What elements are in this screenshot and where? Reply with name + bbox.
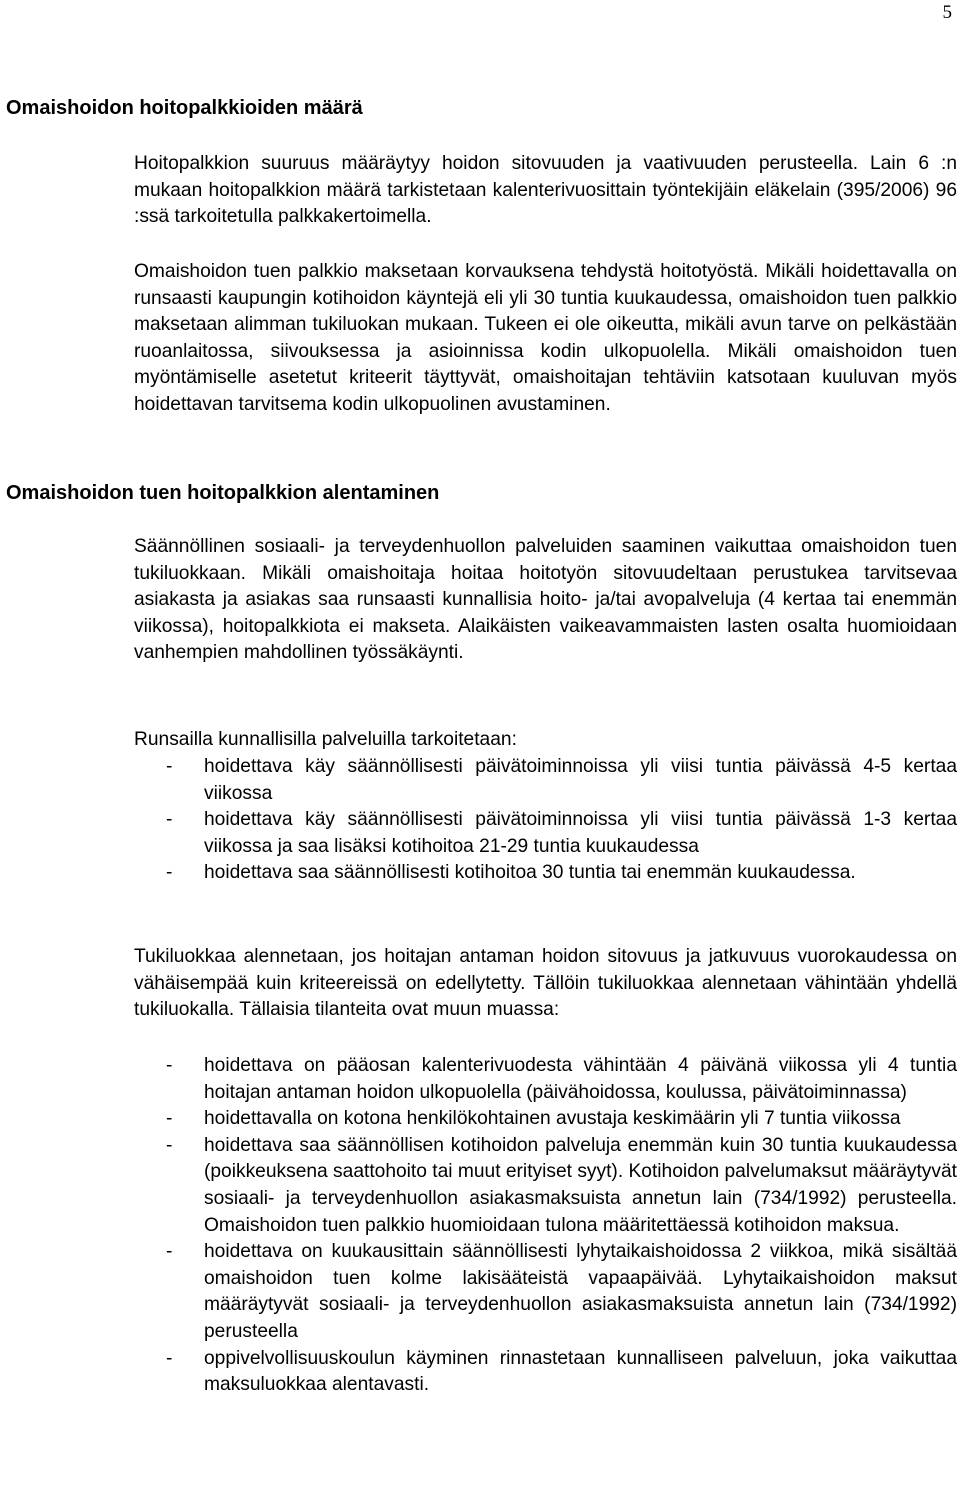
- list-item: - hoidettava saa säännöllisesti kotihoitoa 30 tuntia tai enemmän kuukaudessa.: [134, 860, 957, 887]
- paragraph-palkkio-korvauksena: Omaishoidon tuen palkkio maksetaan korvauksena tehdystä hoitotyöstä. Mikäli hoidettavalla on runsaasti kaupungin kotihoidon käyntejä eli yli 30 tuntia kuukaudessa, omaishoidon tuen palkkio maksetaan alimman tukiluokan mukaan. Tukeen ei ole oikeutta, mikäli avun tarve on pelkästään ruoanlaitossa, siivouksessa ja asioinnissa kodin ulkopuolella. Mikäli omaishoidon tuen myöntämiselle asetetut kriteerit täyttyvät, omaishoitajan tehtäviin katsotaan kuuluvan myös hoidettavan tarvitsema kodin ulkopuolinen avustaminen.: [134, 261, 957, 415]
- paragraph-tukiluokan-alentaminen: Tukiluokkaa alennetaan, jos hoitajan antaman hoidon sitovuus ja jatkuvuus vuorokaudessa on vähäisempää kuin kriteereissä on edellytetty. Tällöin tukiluokkaa alennetaan vähintään yhdellä tukiluokalla. Tällaisia tilanteita ovat muun muassa:: [134, 946, 957, 1021]
- section-heading-hoitopalkkioiden-maara: Omaishoidon hoitopalkkioiden määrä: [6, 97, 363, 119]
- section-heading-hoitopalkkion-alentaminen: Omaishoidon tuen hoitopalkkion alentaminen: [6, 482, 440, 504]
- list-item: - oppivelvollisuuskoulun käyminen rinnastetaan kunnalliseen palveluun, joka vaikuttaa maksuluokkaa alentavasti.: [134, 1346, 957, 1399]
- paragraph-saannollinen-palvelu: Säännöllinen sosiaali- ja terveydenhuollon palveluiden saaminen vaikuttaa omaishoidon tuen tukiluokkaan. Mikäli omaishoitaja hoitaa hoitotyön sitovuudeltaan perustukea tarvitsevaa asiakasta ja asiakas saa runsaasti kunnallisia hoito- ja/tai avopalveluja (4 kertaa tai enemmän viikossa), hoitopalkkiota ei makseta. Alaikäisten vaikeavammaisten lasten osalta huomioidaan vanhempien mahdollinen työssäkäynti.: [134, 536, 957, 664]
- list-intro-runsailla-palveluilla: Runsailla kunnallisilla palveluilla tarkoitetaan:: [134, 729, 517, 750]
- list-alentamistilanteet: [134, 1053, 957, 1399]
- list-item: - hoidettava käy säännöllisesti päivätoiminnoissa yli viisi tuntia päivässä 1-3 kertaa viikossa ja saa lisäksi kotihoitoa 21-29 tuntia kuukaudessa: [134, 807, 957, 860]
- list-item: - hoidettava on kuukausittain säännöllisesti lyhytaikaishoidossa 2 viikkoa, mikä sisältää omaishoidon tuen kolme lakisääteistä vapaapäivää. Lyhytaikaishoidon maksut määräytyvät sosiaali- ja terveydenhuollon asiakasmaksuista annetun lain (734/1992) perusteella: [134, 1239, 957, 1345]
- list-item: - hoidettavalla on kotona henkilökohtainen avustaja keskimäärin yli 7 tuntia viikossa: [134, 1106, 957, 1133]
- paragraph-hoitopalkkion-suuruus: Hoitopalkkion suuruus määräytyy hoidon sitovuuden ja vaativuuden perusteella. Lain 6 :n mukaan hoitopalkkion määrä tarkistetaan kalenterivuosittain työntekijäin eläkelain (395/2006) 96 :ssä tarkoitetulla palkkakertoimella.: [134, 153, 957, 228]
- list-item: - hoidettava käy säännöllisesti päivätoiminnoissa yli viisi tuntia päivässä 4-5 kertaa viikossa: [134, 754, 957, 807]
- list-item: - hoidettava saa säännöllisen kotihoidon palveluja enemmän kuin 30 tuntia kuukaudessa (poikkeuksena saattohoito tai muut erityiset syyt). Kotihoidon palvelumaksut määräytyvät sosiaali- ja terveydenhuollon asiakasmaksuista annetun lain (734/1992) perusteella. Omaishoidon tuen palkkio huomioidaan tulona määritettäessä kotihoidon maksua.: [134, 1133, 957, 1239]
- list-runsaat-palvelut: [134, 754, 957, 887]
- list-item: - hoidettava on pääosan kalenterivuodesta vähintään 4 päivänä viikossa yli 4 tuntia hoitajan antaman hoidon ulkopuolella (päivähoidossa, koulussa, päivätoiminnassa): [134, 1053, 957, 1106]
- page-number: 5: [942, 2, 952, 23]
